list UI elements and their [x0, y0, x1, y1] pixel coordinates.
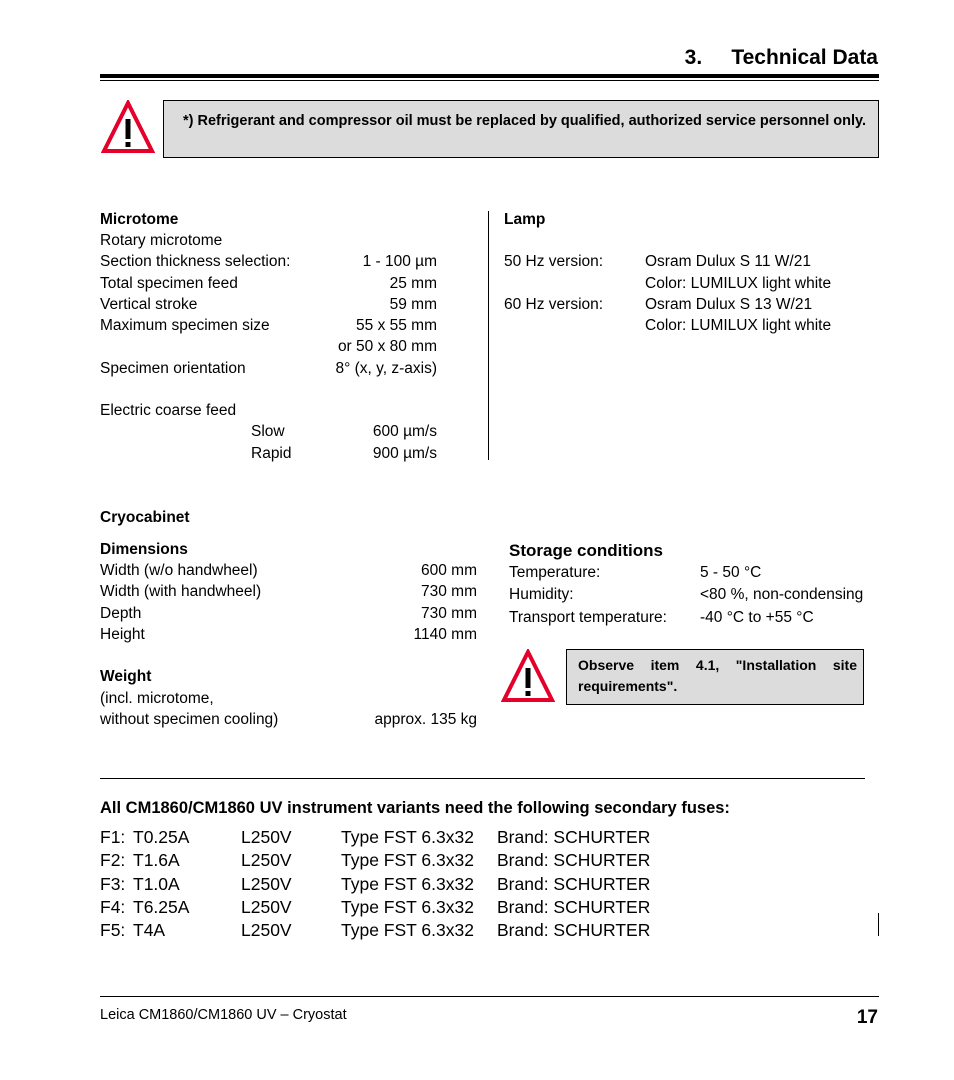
- dim-value: 600 mm: [421, 562, 477, 579]
- dim-value: 730 mm: [421, 583, 477, 600]
- fuse-rating: T4A: [133, 920, 166, 940]
- spec-value: or 50 x 80 mm: [337, 338, 437, 355]
- fuse-type: Type FST 6.3x32: [341, 897, 474, 917]
- storage-value: <80 %, non-condensing: [700, 586, 864, 603]
- fuses-heading: All CM1860/CM1860 UV instrument variants need the following secondary fuses:: [100, 799, 730, 817]
- dim-value: 730 mm: [421, 605, 477, 622]
- fuse-voltage: L250V: [241, 827, 292, 847]
- fuse-voltage: L250V: [241, 897, 292, 917]
- spec-label: Maximum specimen size: [100, 317, 270, 334]
- coarse-feed-rapid-label: Rapid: [251, 445, 292, 462]
- fuse-rating: T0.25A: [133, 827, 190, 847]
- dim-label: Width (with handwheel): [100, 583, 262, 600]
- warning-box-refrigerant: *) Refrigerant and compressor oil must be replaced by qualified, authorized service personnel only.: [163, 100, 879, 158]
- fuse-id: F1:: [100, 827, 126, 847]
- spec-value: 1 - 100 µm: [362, 253, 437, 270]
- fuse-voltage: L250V: [241, 874, 292, 894]
- fuse-voltage: L250V: [241, 850, 292, 870]
- margin-bar: [878, 913, 879, 936]
- fuse-type: Type FST 6.3x32: [341, 920, 474, 940]
- dim-label: Width (w/o handwheel): [100, 562, 258, 579]
- column-divider: [488, 211, 489, 460]
- fuse-type: Type FST 6.3x32: [341, 850, 474, 870]
- spec-value: 55 x 55 mm: [356, 317, 437, 334]
- fuse-brand: Brand: SCHURTER: [497, 920, 651, 940]
- spec-value: 25 mm: [389, 275, 437, 292]
- fuse-rating: T6.25A: [133, 897, 190, 917]
- page-number: 17: [856, 1007, 878, 1028]
- dim-value: 1140 mm: [413, 626, 477, 643]
- spec-label: Section thickness selection:: [100, 253, 291, 270]
- warning-icon: [101, 100, 155, 154]
- warning-box-installation: Observe item 4.1, "Installation site requirements".: [566, 649, 864, 705]
- fuse-id: F4:: [100, 897, 126, 917]
- fuse-rating: T1.6A: [133, 850, 180, 870]
- section-separator: [100, 778, 865, 779]
- section-title: 3. Technical Data: [684, 46, 878, 69]
- header-rule-thin: [100, 80, 879, 81]
- lamp-60hz-label: 60 Hz version:: [504, 296, 604, 313]
- spec-label: Vertical stroke: [100, 296, 198, 313]
- coarse-feed-rapid-value: 900 µm/s: [372, 445, 437, 462]
- dimensions-heading: Dimensions: [100, 541, 188, 558]
- storage-label: Humidity:: [509, 586, 574, 603]
- header-rule: [100, 74, 879, 78]
- footer-rule: [100, 996, 879, 997]
- warning-icon: [501, 649, 555, 703]
- weight-note-2: without specimen cooling): [100, 711, 279, 728]
- footer-text: Leica CM1860/CM1860 UV – Cryostat: [100, 1007, 347, 1023]
- coarse-feed-label: Electric coarse feed: [100, 402, 237, 419]
- lamp-60hz-value: Osram Dulux S 13 W/21: [645, 296, 813, 313]
- storage-value: 5 - 50 °C: [700, 564, 762, 581]
- lamp-heading: Lamp: [504, 211, 546, 228]
- lamp-50hz-color: Color: LUMILUX light white: [645, 275, 832, 292]
- fuse-type: Type FST 6.3x32: [341, 827, 474, 847]
- spec-value: 59 mm: [389, 296, 437, 313]
- fuse-type: Type FST 6.3x32: [341, 874, 474, 894]
- lamp-60hz-color: Color: LUMILUX light white: [645, 317, 832, 334]
- storage-value: -40 °C to +55 °C: [700, 609, 814, 626]
- storage-label: Transport temperature:: [509, 609, 667, 626]
- fuse-rating: T1.0A: [133, 874, 180, 894]
- coarse-feed-slow-label: Slow: [251, 423, 285, 440]
- weight-heading: Weight: [100, 668, 152, 685]
- dim-label: Depth: [100, 605, 142, 622]
- storage-label: Temperature:: [509, 564, 601, 581]
- dim-label: Height: [100, 626, 145, 643]
- fuse-brand: Brand: SCHURTER: [497, 827, 651, 847]
- lamp-50hz-value: Osram Dulux S 11 W/21: [645, 253, 811, 270]
- fuse-id: F3:: [100, 874, 126, 894]
- fuse-brand: Brand: SCHURTER: [497, 897, 651, 917]
- spec-label: Total specimen feed: [100, 275, 238, 292]
- spec-label: Specimen orientation: [100, 360, 246, 377]
- fuse-brand: Brand: SCHURTER: [497, 874, 651, 894]
- weight-note-1: (incl. microtome,: [100, 690, 214, 707]
- weight-value: approx. 135 kg: [374, 711, 477, 728]
- coarse-feed-slow-value: 600 µm/s: [372, 423, 437, 440]
- cryocabinet-heading: Cryocabinet: [100, 509, 190, 526]
- storage-heading: Storage conditions: [509, 541, 663, 560]
- lamp-50hz-label: 50 Hz version:: [504, 253, 604, 270]
- microtome-type: Rotary microtome: [100, 232, 223, 249]
- spec-value: 8° (x, y, z-axis): [335, 360, 437, 377]
- microtome-heading: Microtome: [100, 211, 179, 228]
- fuse-id: F2:: [100, 850, 126, 870]
- fuse-brand: Brand: SCHURTER: [497, 850, 651, 870]
- fuse-voltage: L250V: [241, 920, 292, 940]
- fuse-id: F5:: [100, 920, 126, 940]
